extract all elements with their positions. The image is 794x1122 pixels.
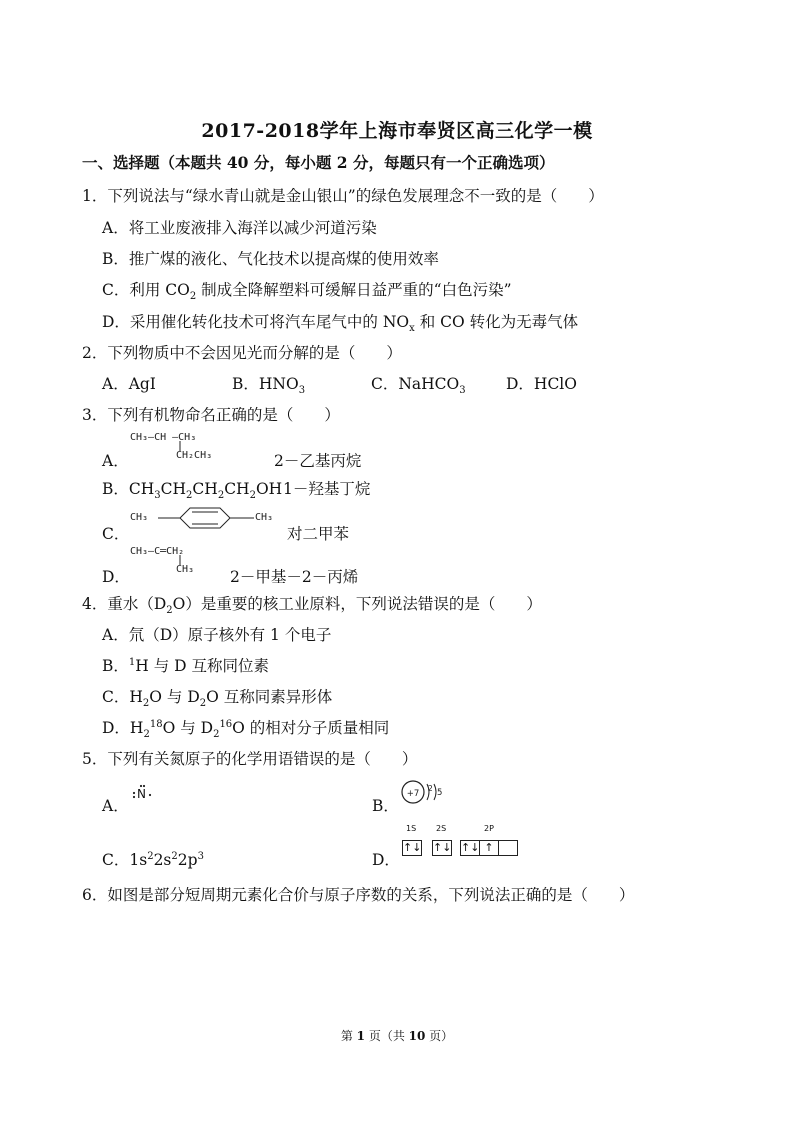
text: C．H	[102, 688, 143, 706]
text: 和 CO 转化为无毒气体	[414, 313, 579, 331]
text: 页（共	[365, 1029, 409, 1043]
nucleus-charge: +7	[406, 789, 420, 799]
page-footer	[0, 1027, 794, 1044]
subscript: 2	[189, 291, 197, 303]
question-4-stem	[82, 592, 542, 617]
text: CH	[192, 480, 218, 498]
text: 页）	[425, 1029, 454, 1043]
electron-dot-diagram	[130, 783, 160, 809]
orbital-diagram	[402, 824, 522, 860]
question-2-option-d: D．HClO	[506, 375, 577, 393]
question-1-stem: 1．下列说法与“绿水青山就是金山银山”的绿色发展理念不一致的是（ ）	[82, 187, 604, 205]
text: B．CH	[102, 480, 155, 498]
superscript: 2	[171, 850, 178, 862]
text: O 的相对分子质量相同	[232, 719, 390, 737]
question-5-option-c	[102, 848, 204, 870]
text: C．利用 CO	[102, 281, 190, 299]
question-1-option-c	[102, 278, 512, 303]
atomic-structure-diagram	[400, 778, 448, 808]
subscript: 3	[298, 385, 306, 397]
question-3-option-d-label: D．	[102, 568, 130, 586]
subscript: 2	[249, 490, 256, 502]
text: D．采用催化转化技术可将汽车尾气中的 NO	[102, 313, 410, 331]
subscript: 2	[199, 698, 207, 710]
question-5-option-d-label: D．	[372, 851, 400, 869]
question-3-option-c-label: C．	[102, 525, 130, 543]
subscript: 3	[459, 385, 466, 397]
shell-arc-2	[434, 784, 436, 800]
text: O 互称同素异形体	[206, 688, 333, 706]
subscript: 2	[142, 698, 150, 710]
structure-formula-d-top: CH₃—C═CH₂	[130, 546, 185, 557]
benzene-ring-icon	[158, 504, 258, 534]
question-5-option-a-label: A．	[102, 797, 129, 815]
question-2-stem: 2．下列物质中不会因见光而分解的是（ ）	[82, 344, 402, 362]
question-5-option-b-label: B．	[372, 797, 399, 815]
structure-methyl-left: CH₃	[130, 512, 149, 523]
question-1-option-b: B．推广煤的液化、气化技术以提高煤的使用效率	[102, 250, 439, 268]
text: D．H	[102, 719, 144, 737]
question-5-stem: 5．下列有关氮原子的化学用语错误的是（ ）	[82, 750, 418, 768]
orbital-label-1s: 1S	[406, 824, 417, 833]
subscript: 2	[143, 729, 150, 741]
superscript: 1	[128, 656, 136, 668]
question-4-option-d	[102, 716, 390, 741]
question-3-option-b	[102, 477, 283, 502]
text: 2p	[177, 851, 198, 869]
question-3-stem: 3．下列有机物命名正确的是（ ）	[82, 406, 340, 424]
superscript: 16	[219, 718, 233, 730]
superscript: 3	[197, 850, 204, 862]
question-1-option-d	[102, 310, 579, 335]
question-6-stem: 6．如图是部分短周期元素化合价与原子序数的关系，下列说法正确的是（ ）	[82, 886, 635, 904]
total-pages: 10	[408, 1029, 426, 1043]
question-3-option-a-name: 2－乙基丙烷	[274, 452, 362, 470]
electron-dots-icon	[130, 783, 160, 809]
text: C．1s	[102, 851, 148, 869]
text: 2s	[153, 851, 172, 869]
page-number: 1	[356, 1029, 365, 1043]
page-title: 2017-2018学年上海市奉贤区高三化学一模	[201, 120, 593, 142]
subscript: 2	[213, 729, 220, 741]
text: B．	[102, 657, 129, 675]
superscript: 18	[149, 718, 163, 730]
structure-methyl-right: CH₃	[255, 512, 274, 523]
text: CH	[224, 480, 250, 498]
subscript: 2	[166, 605, 173, 617]
text: O 与 D	[149, 688, 200, 706]
question-3-option-a-label: A．	[102, 452, 129, 470]
structure-formula-d-bottom: CH₃	[176, 564, 195, 575]
text: C．NaHCO	[371, 375, 460, 393]
subscript: 2	[186, 490, 193, 502]
question-2-option-b	[232, 372, 306, 397]
subscript: x	[409, 323, 415, 335]
subscript: 3	[154, 490, 161, 502]
structure-formula-a-bottom: CH₂CH₃	[176, 450, 213, 461]
question-4-option-c	[102, 685, 333, 710]
text: CH	[160, 480, 187, 498]
text: 制成全降解塑料可缓解日益严重的“白色污染”	[196, 281, 512, 299]
orbital-box-1s: ↑↓	[403, 841, 422, 854]
text: O 与 D	[162, 719, 214, 737]
orbital-box-2p-1: ↑↓	[461, 841, 480, 854]
subscript: 2	[217, 490, 225, 502]
text: 4．重水（D	[82, 595, 167, 613]
text: B．HNO	[232, 375, 299, 393]
question-3-option-d-name: 2－甲基－2－丙烯	[230, 568, 359, 586]
shell-2-count: 5	[437, 788, 443, 798]
section-heading: 一、选择题（本题共 40 分，每小题 2 分，每题只有一个正确选项）	[82, 153, 555, 172]
text: OH	[255, 480, 283, 498]
orbital-box-2p-2: ↑	[479, 840, 499, 856]
orbital-label-2s: 2S	[436, 824, 447, 833]
shell-1-count: 2	[428, 784, 433, 793]
question-2-option-c	[371, 372, 466, 397]
orbital-box-2p-3	[498, 840, 518, 856]
orbital-box-2s: ↑↓	[433, 841, 452, 854]
superscript: 2	[147, 850, 154, 862]
question-4-option-b	[102, 654, 269, 676]
question-4-option-a: A．氘（D）原子核外有 1 个电子	[102, 626, 332, 644]
question-3-option-c-name: 对二甲苯	[287, 525, 350, 543]
text: 第	[340, 1029, 357, 1043]
text: H 与 D 互称同位素	[135, 657, 269, 675]
question-1-option-a: A．将工业废液排入海洋以减少河道污染	[102, 219, 377, 237]
question-2-option-a: A．AgI	[102, 375, 156, 393]
question-3-option-b-name: 1－羟基丁烷	[283, 480, 371, 498]
orbital-label-2p: 2P	[484, 824, 494, 833]
text: O）是重要的核工业原料，下列说法错误的是（ ）	[172, 595, 542, 613]
nitrogen-symbol: N	[137, 787, 146, 801]
structure-formula-a-top: CH₃—CH —CH₃	[130, 432, 197, 443]
